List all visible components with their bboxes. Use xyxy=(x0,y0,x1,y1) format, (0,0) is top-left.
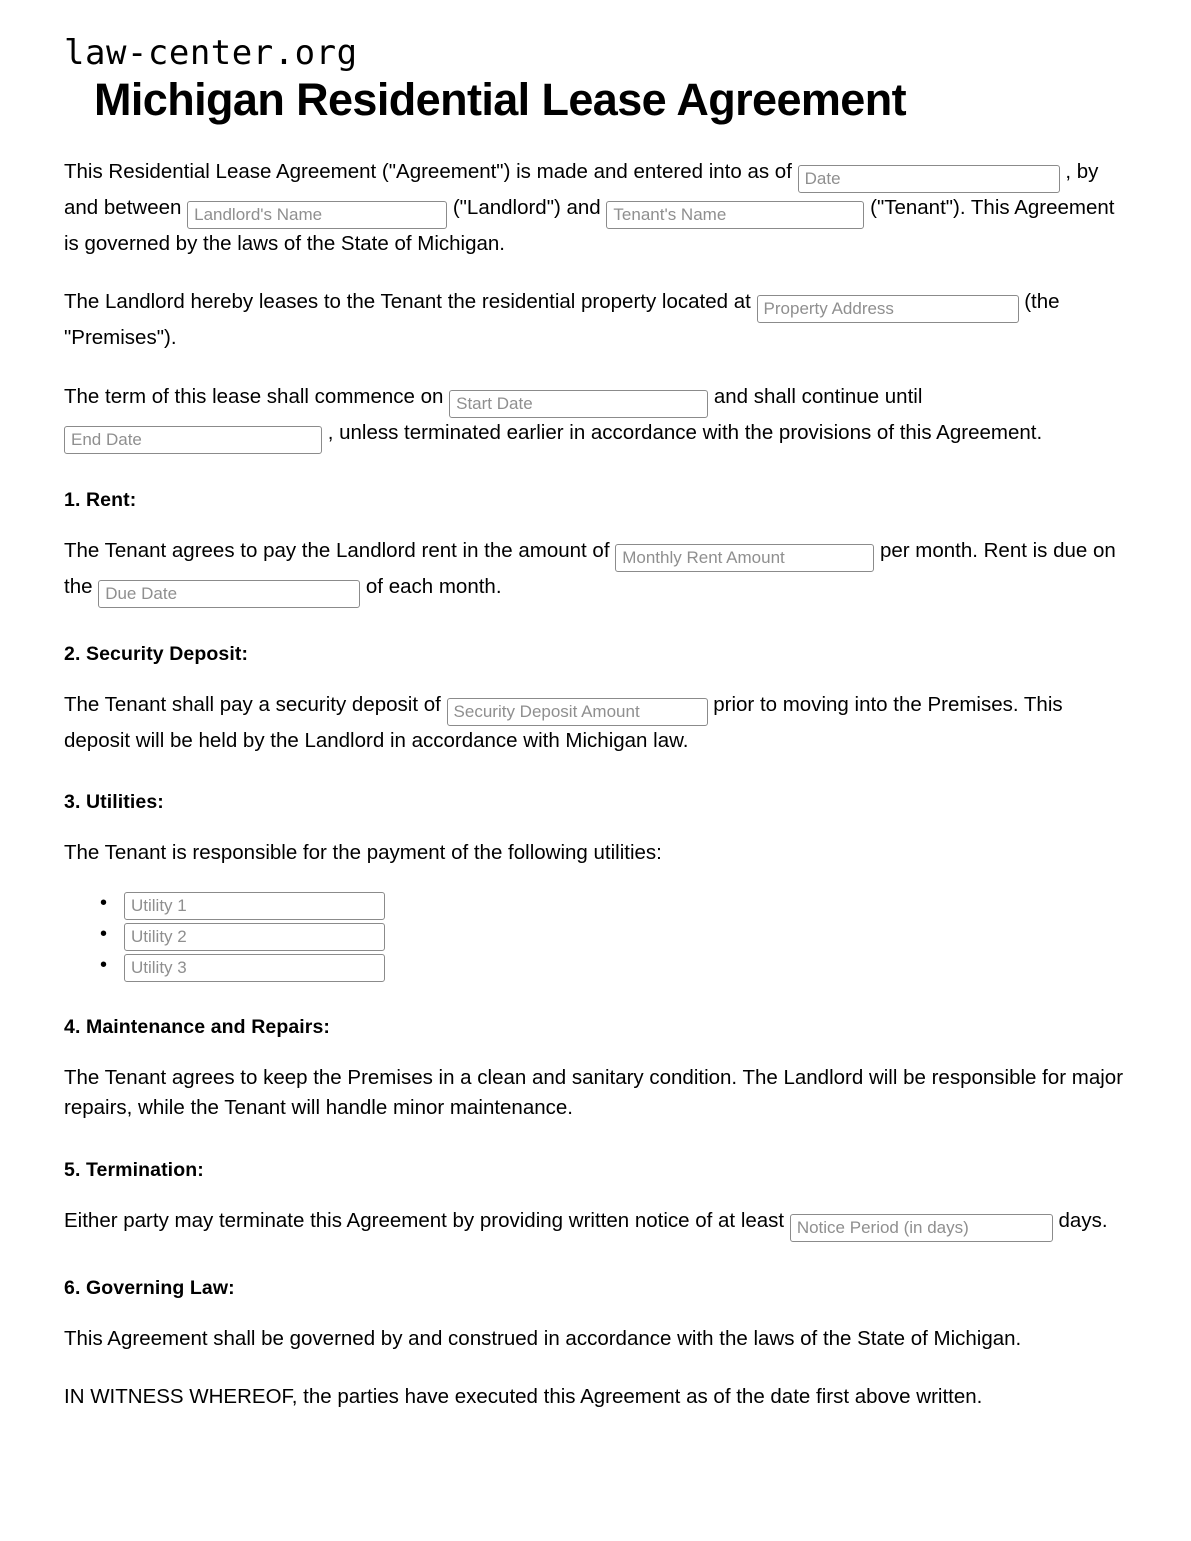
term-paragraph xyxy=(64,382,1127,454)
rent-due-date-input[interactable] xyxy=(98,580,360,608)
section-heading-termination: 5. Termination: xyxy=(64,1158,204,1181)
intro-after-date: , by and between xyxy=(64,159,1099,219)
list-item xyxy=(100,950,1127,981)
deposit-text-before-amount: The Tenant shall pay a security deposit of xyxy=(64,692,441,716)
monthly-rent-amount-input[interactable] xyxy=(615,544,874,572)
term-after-end: , unless terminated earlier in accordance with the provisions of this Agreement. xyxy=(327,420,1043,444)
closing-paragraph: IN WITNESS WHEREOF, the parties have executed this Agreement as of the date first above written. xyxy=(64,1385,983,1409)
premises-paragraph xyxy=(64,287,1127,354)
date-input[interactable] xyxy=(798,165,1060,193)
termination-paragraph xyxy=(64,1206,1127,1242)
utility-1-input[interactable] xyxy=(124,892,385,920)
list-item xyxy=(100,919,1127,950)
rent-paragraph xyxy=(64,536,1127,608)
utilities-paragraph: The Tenant is responsible for the payment of the following utilities: xyxy=(64,841,662,865)
term-line-1: The term of this lease shall commence on xyxy=(64,384,444,408)
property-address-input[interactable] xyxy=(757,295,1019,323)
utilities-list xyxy=(64,888,1127,981)
security-deposit-amount-input[interactable] xyxy=(447,698,708,726)
section-heading-security-deposit: 2. Security Deposit: xyxy=(64,642,249,665)
utility-2-input[interactable] xyxy=(124,923,385,951)
section-heading-governing-law: 6. Governing Law: xyxy=(64,1276,235,1299)
security-deposit-paragraph xyxy=(64,690,1127,757)
section-heading-utilities: 3. Utilities: xyxy=(64,791,164,814)
rent-text-after-amount: per month. Rent is due on the xyxy=(64,538,1116,598)
intro-after-tenant: ("Tenant"). This Agreement is governed by the laws of the State of Michigan. xyxy=(64,195,1115,255)
notice-period-input[interactable] xyxy=(790,1214,1053,1242)
bullet-icon: • xyxy=(100,891,108,914)
premises-after-address: (the "Premises"). xyxy=(64,290,1060,350)
governing-law-paragraph: This Agreement shall be governed by and construed in accordance with the laws of the State of Michigan. xyxy=(64,1326,1022,1350)
termination-text-after-notice: days. xyxy=(1058,1208,1108,1232)
bullet-icon: • xyxy=(100,922,108,945)
bullet-icon: • xyxy=(100,953,108,976)
document-header xyxy=(64,34,1127,126)
landlord-name-input[interactable] xyxy=(187,201,447,229)
section-heading-maintenance: 4. Maintenance and Repairs: xyxy=(64,1015,331,1038)
intro-paragraph xyxy=(64,157,1127,260)
maintenance-paragraph: The Tenant agrees to keep the Premises in a clean and sanitary condition. The Landlord will be responsible for major repairs, while the Tenant will handle minor maintenance. xyxy=(64,1065,1124,1120)
deposit-text-after-amount: prior to moving into the Premises. This deposit will be held by the Landlord in accordance with Michigan law. xyxy=(64,692,1063,752)
tenant-name-input[interactable] xyxy=(606,201,864,229)
term-after-start: and shall continue until xyxy=(713,384,923,408)
page-title: Michigan Residential Lease Agreement xyxy=(94,74,906,126)
end-date-input[interactable] xyxy=(64,426,322,454)
rent-text-after-due: of each month. xyxy=(365,574,502,598)
intro-line-1: This Residential Lease Agreement ("Agreement") is made and entered into as of xyxy=(64,159,792,183)
section-heading-rent: 1. Rent: xyxy=(64,488,137,511)
termination-text-before-notice: Either party may terminate this Agreement by providing written notice of at least xyxy=(64,1208,785,1232)
intro-after-landlord: ("Landlord") and xyxy=(452,195,601,219)
premises-line-1: The Landlord hereby leases to the Tenant the residential property located at xyxy=(64,290,751,314)
site-name: law-center.org xyxy=(64,33,358,73)
rent-text-before-amount: The Tenant agrees to pay the Landlord rent in the amount of xyxy=(64,538,610,562)
start-date-input[interactable] xyxy=(449,390,708,418)
utility-3-input[interactable] xyxy=(124,954,385,982)
list-item xyxy=(100,888,1127,919)
